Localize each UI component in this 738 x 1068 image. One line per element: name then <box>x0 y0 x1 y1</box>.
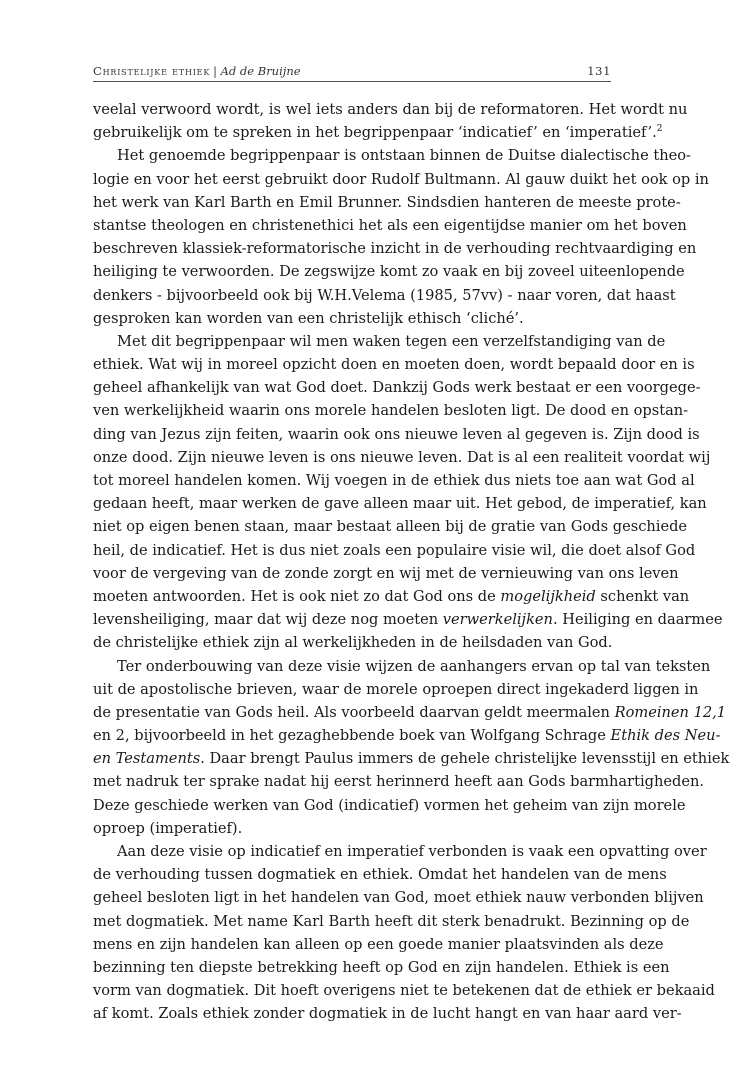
text-line: gesproken kan worden van een christelijk ethisch ‘cliché’. <box>93 309 524 327</box>
text-line: Deze geschiede werken van God (indicatief) vormen het geheim van zijn morele <box>93 796 686 814</box>
text-line: logie en voor het eerst gebruikt door Rudolf Bultmann. Al gauw duikt het ook op in <box>93 170 709 188</box>
text-line: de verhouding tussen dogmatiek en ethiek. Omdat het handelen van de mens <box>93 866 667 884</box>
page-number: 131 <box>587 64 611 78</box>
text-line: Het genoemde begrippenpaar is ontstaan binnen de Duitse dialectische theo- <box>117 147 691 165</box>
text-line: tot moreel handelen komen. Wij voegen in de ethiek dus niets toe aan wat God al <box>93 472 695 489</box>
italic-term: verwerkelijken <box>442 611 553 629</box>
text-line: oproep (imperatief). <box>93 819 243 837</box>
text-line: mens en zijn handelen kan alleen op een goede manier plaatsvinden als deze <box>93 935 664 953</box>
text-line: met nadruk ter sprake nadat hij eerst herinnerd heeft aan Gods barmhartigheden. <box>93 773 704 791</box>
text-line: niet op eigen benen staan, maar bestaat alleen bij de gratie van Gods geschiede <box>93 518 688 536</box>
text-line: heil, de indicatief. Het is dus niet zoals een populaire visie wil, die doet alsof God <box>93 541 696 559</box>
text-line: beschreven klassiek-reformatorische inzicht in de verhouding rechtvaardiging en <box>93 240 697 258</box>
text-line: vorm van dogmatiek. Dit hoeft overigens niet te betekenen dat de ethiek er bekaaid <box>93 982 715 1000</box>
text-line: de christelijke ethiek zijn al werkelijkheden in de heilsdaden van God. <box>93 634 613 652</box>
running-head <box>93 62 611 80</box>
text-span: gebruikelijk om te spreken in het begrippenpaar ‘indicatief’ en ‘imperatief’. <box>93 124 657 142</box>
text-line <box>93 724 721 747</box>
text-span: . Heiliging en daarmee <box>552 611 723 629</box>
text-line: Met dit begrippenpaar wil men waken tegen een verzelfstandiging van de <box>117 332 666 350</box>
text-line: geheel afhankelijk van wat God doet. Dankzij Gods werk bestaat er een voorgege- <box>93 379 701 397</box>
text-line: stantse theologen en christenethici het als een eigentijdse manier om het boven <box>93 216 687 234</box>
text-line <box>93 121 663 144</box>
text-line: gedaan heeft, maar werken de gave alleen maar uit. Het gebod, de imperatief, kan <box>93 495 707 513</box>
text-span: schenkt van <box>595 587 690 605</box>
text-line: af komt. Zoals ethiek zonder dogmatiek in de lucht hangt en van haar aard ver- <box>93 1005 682 1023</box>
italic-book-title: en Testaments <box>93 750 201 768</box>
text-span: moeten antwoorden. Het is ook niet zo dat God ons de <box>93 587 501 605</box>
running-head-left <box>93 64 301 78</box>
text-line <box>93 701 727 724</box>
text-line: geheel besloten ligt in het handelen van God, moet ethiek nauw verbonden blijven <box>93 889 704 907</box>
text-line: ding van Jezus zijn feiten, waarin ook ons nieuwe leven al gegeven is. Zijn dood is <box>93 425 700 443</box>
text-line: veelal verwoord wordt, is wel iets anders dan bij de reformatoren. Het wordt nu <box>93 101 688 118</box>
text-line <box>93 585 690 608</box>
body-text <box>93 98 730 1026</box>
text-line: Aan deze visie op indicatief en imperatief verbonden is vaak een opvatting over <box>117 843 707 860</box>
footnote-marker: 2 <box>656 124 663 135</box>
text-span: . Daar brengt Paulus immers de gehele christelijke levensstijl en ethiek <box>200 750 730 768</box>
italic-reference: Romeinen 12,1 <box>614 703 727 721</box>
author-name: Ad de Bruijne <box>220 64 301 78</box>
text-line: ethiek. Wat wij in moreel opzicht doen en moeten doen, wordt bepaald door en is <box>93 356 695 374</box>
header-separator: | <box>213 64 218 78</box>
text-line: ven werkelijkheid waarin ons morele handelen besloten ligt. De dood en opstan- <box>93 402 689 420</box>
text-span: levensheiliging, maar dat wij deze nog moeten <box>93 611 443 629</box>
text-span: en 2, bijvoorbeeld in het gezaghebbende boek van Wolfgang Schrage <box>93 727 611 745</box>
text-line: voor de vergeving van de zonde zorgt en wij met de vernieuwing van ons leven <box>93 564 679 582</box>
text-line: uit de apostolische brieven, waar de morele oproepen direct ingekaderd liggen in <box>93 680 699 698</box>
text-line: bezinning ten diepste betrekking heeft op God en zijn handelen. Ethiek is een <box>93 958 670 976</box>
text-span: de presentatie van Gods heil. Als voorbeeld daarvan geldt meermalen <box>93 703 615 721</box>
text-line: denkers - bijvoorbeeld ook bij W.H.Velema (1985, 57vv) - naar voren, dat haast <box>93 286 676 304</box>
book-title: Christelijke ethiek <box>93 64 211 78</box>
text-line <box>93 608 723 631</box>
text-line: Ter onderbouwing van deze visie wijzen de aanhangers ervan op tal van teksten <box>117 657 711 675</box>
italic-book-title: Ethik des Neu- <box>610 727 721 745</box>
text-line <box>93 747 730 770</box>
text-line: heiliging te verwoorden. De zegswijze komt zo vaak en bij zoveel uiteenlopende <box>93 263 685 281</box>
italic-term: mogelijkheid <box>500 587 596 605</box>
text-line: met dogmatiek. Met name Karl Barth heeft dit sterk benadrukt. Bezinning op de <box>93 912 690 930</box>
text-line: het werk van Karl Barth en Emil Brunner. Sindsdien hanteren de meeste prote- <box>93 193 681 211</box>
text-line: onze dood. Zijn nieuwe leven is ons nieuwe leven. Dat is al een realiteit voordat wij <box>93 448 711 466</box>
header-rule <box>93 81 611 82</box>
